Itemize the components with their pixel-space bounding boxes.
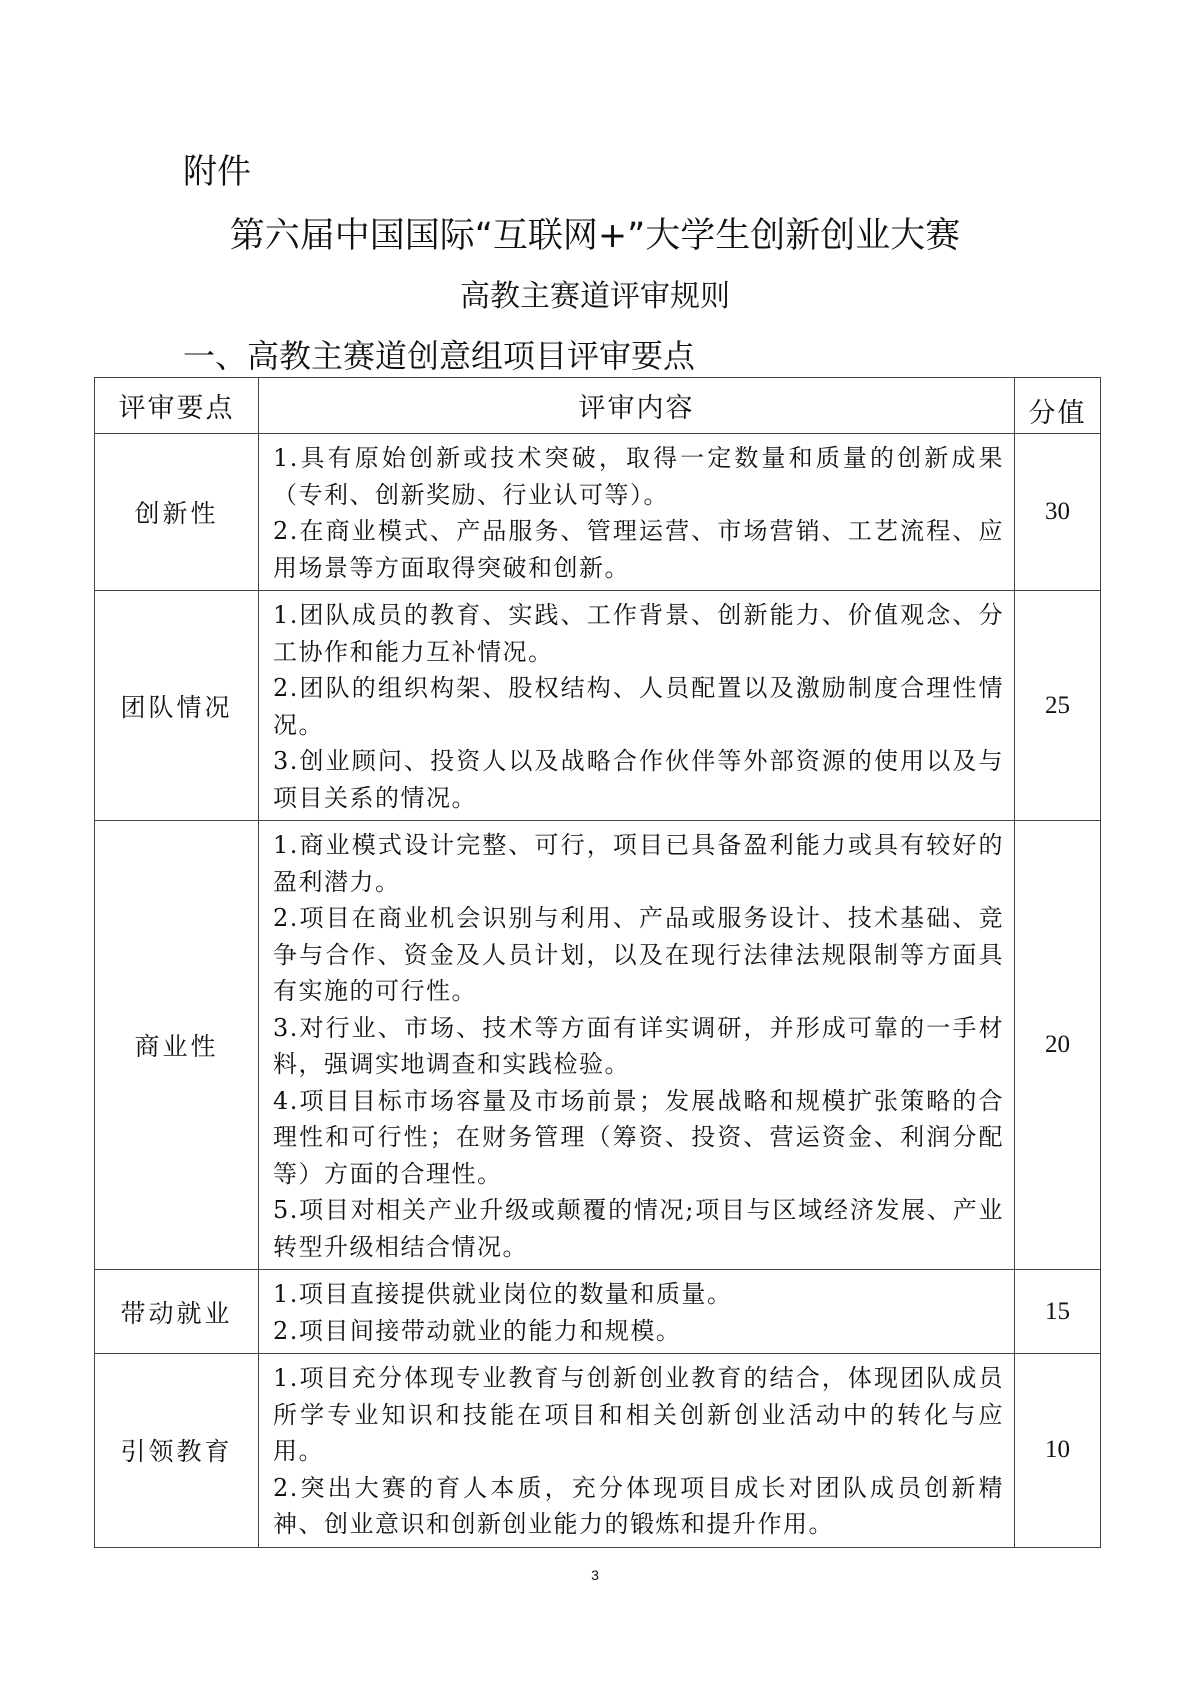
table-row [95,1270,1101,1354]
criterion-cell: 团队情况 [95,591,259,821]
content-item: 1.项目充分体现专业教育与创新创业教育的结合，体现团队成员所学专业知识和技能在项目和相关创新创业活动中的转化与应用。 [273,1364,1004,1465]
criterion-cell: 引领教育 [95,1354,259,1548]
header-criterion: 评审要点 [95,378,259,434]
page-number: 3 [591,1567,599,1583]
content-item: 1.团队成员的教育、实践、工作背景、创新能力、价值观念、分工协作和能力互补情况。 [273,601,1004,666]
score-cell: 10 [1015,1354,1101,1548]
content-item: 3.创业顾问、投资人以及战略合作伙伴等外部资源的使用以及与项目关系的情况。 [273,747,1004,812]
content-item: 2.在商业模式、产品服务、管理运营、市场营销、工艺流程、应用场景等方面取得突破和创新。 [273,517,1004,582]
content-item: 2.团队的组织构架、股权结构、人员配置以及激励制度合理性情况。 [273,674,1004,739]
content-item: 2.项目在商业机会识别与利用、产品或服务设计、技术基础、竞争与合作、资金及人员计划，以及在现行法律法规限制等方面具有实施的可行性。 [273,904,1004,1005]
content-cell [259,434,1015,591]
content-item: 1.商业模式设计完整、可行，项目已具备盈利能力或具有较好的盈利潜力。 [273,831,1004,896]
table-row [95,434,1101,591]
score-cell: 15 [1015,1270,1101,1354]
content-item: 1.具有原始创新或技术突破，取得一定数量和质量的创新成果（专利、创新奖励、行业认可等）。 [273,444,1004,509]
table-row [95,591,1101,821]
content-item: 3.对行业、市场、技术等方面有详实调研，并形成可靠的一手材料，强调实地调查和实践检验。 [273,1013,1004,1078]
content-cell [259,591,1015,821]
content-item: 1.项目直接提供就业岗位的数量和质量。 [273,1280,733,1308]
content-cell [259,1354,1015,1548]
score-cell: 20 [1015,821,1101,1270]
header-score: 分值 [1015,378,1101,434]
section-heading: 一、高教主赛道创意组项目评审要点 [183,337,696,375]
attachment-label: 附件 [183,152,251,192]
criterion-cell: 创新性 [95,434,259,591]
evaluation-table [94,377,1101,1548]
content-cell [259,821,1015,1270]
criterion-cell: 带动就业 [95,1270,259,1354]
content-item: 2.项目间接带动就业的能力和规模。 [273,1316,682,1345]
content-item: 2.突出大赛的育人本质，充分体现项目成长对团队成员创新精神、创业意识和创新创业能力的锻炼和提升作用。 [273,1473,1004,1538]
content-item: 5.项目对相关产业升级或颠覆的情况;项目与区域经济发展、产业转型升级相结合情况。 [273,1196,1004,1261]
table-row [95,1354,1101,1548]
criterion-cell: 商业性 [95,821,259,1270]
document-subtitle: 高教主赛道评审规则 [460,279,730,314]
content-item: 4.项目目标市场容量及市场前景；发展战略和规模扩张策略的合理性和可行性；在财务管理（筹资、投资、营运资金、利润分配等）方面的合理性。 [273,1086,1004,1188]
table-header-row [95,378,1101,434]
score-cell: 25 [1015,591,1101,821]
table-row [95,821,1101,1270]
header-content: 评审内容 [259,378,1015,434]
content-cell [259,1270,1015,1354]
document-title: 第六届中国国际“互联网+”大学生创新创业大赛 [229,216,961,256]
score-cell: 30 [1015,434,1101,591]
